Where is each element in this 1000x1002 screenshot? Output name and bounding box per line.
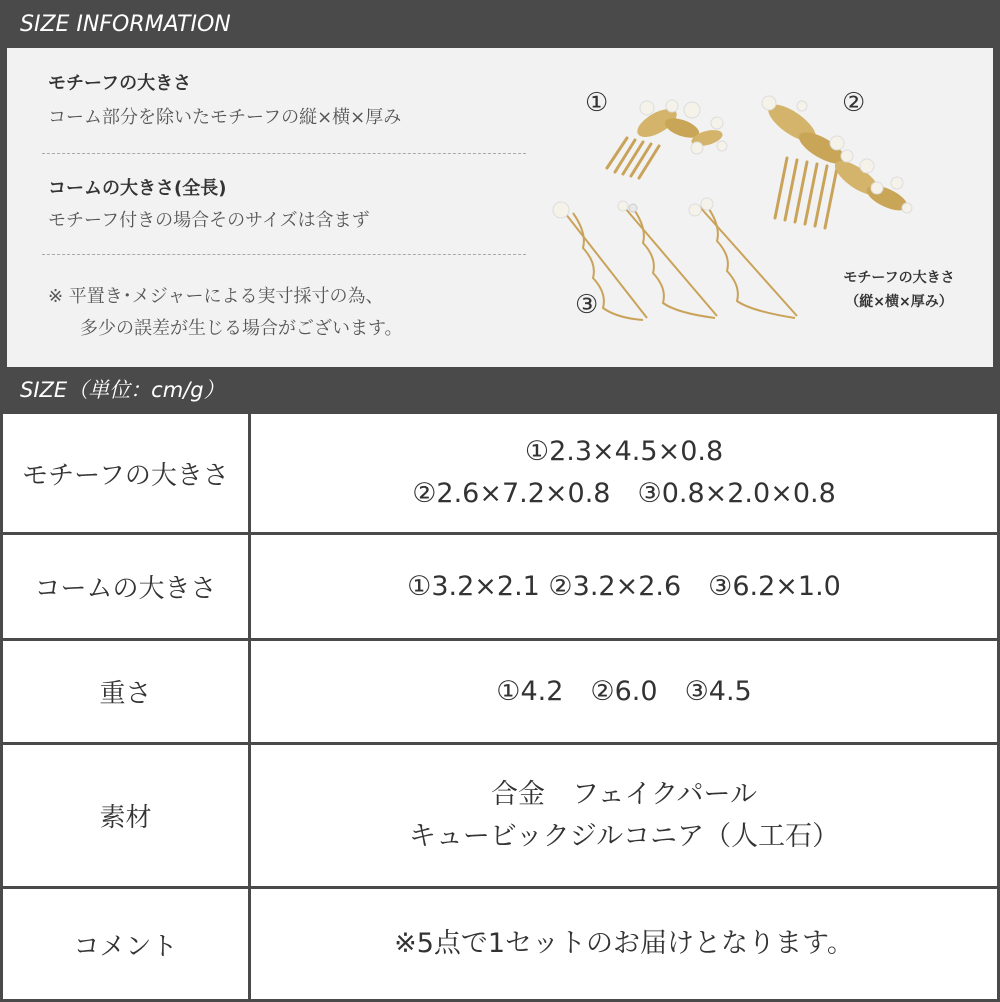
photo-caption [819,266,979,314]
hair-accessory-illustration [547,48,993,367]
value-line: 合金 フェイクパール [491,778,757,810]
row-value-weight [250,640,999,744]
value-line: ②2.6×7.2×0.8 ③0.8×2.0×0.8 [412,478,836,509]
comb-2-image [762,96,912,228]
photo-label-2: ② [842,88,866,118]
value-line: ①3.2×2.1 ②3.2×2.6 ③6.2×1.0 [407,570,841,602]
caption-line-1: モチーフの大きさ [843,270,955,286]
value-line: ①2.3×4.5×0.8 [524,436,724,467]
table-row [2,534,999,640]
row-value-material [250,744,999,888]
size-information-header [0,0,1000,48]
photo-label-1: ① [585,88,609,118]
row-label-material: 素材 [2,744,250,888]
caption-line-2: （縦×横×厚み） [845,294,953,310]
table-row [2,888,999,1001]
row-label-comb-size: コームの大きさ [2,534,250,640]
row-value-comb-size [250,534,999,640]
value-line: ①4.2 ②6.0 ③4.5 [496,675,752,707]
row-label-motif-size: モチーフの大きさ [2,413,250,534]
size-table-title: SIZE（単位：cm/g） [20,378,225,402]
size-table [0,411,1000,1002]
value-line: キュービックジルコニア（人工石） [408,820,840,852]
size-table-header [0,367,1000,411]
value-line: ※5点で1セットのお届けとなります。 [394,928,854,959]
size-information-title: SIZE INFORMATION [20,11,231,37]
hair-pins-image [565,206,797,320]
table-row [2,640,999,744]
row-label-comment: コメント [2,888,250,1001]
measurement-note [48,281,403,345]
row-label-weight: 重さ [2,640,250,744]
divider [42,153,526,154]
comb-size-title: コームの大きさ(全長) [48,178,227,199]
size-info-panel [7,48,993,367]
comb-size-desc: モチーフ付きの場合そのサイズは含まず [48,210,370,231]
divider [42,254,526,255]
row-value-comment [250,888,999,1001]
motif-size-desc: コーム部分を除いたモチーフの縦×横×厚み [48,107,402,128]
note-line-1: ※ 平置き･メジャーによる実寸採寸の為、 [48,286,384,307]
comb-1-image [607,100,727,178]
motif-size-title: モチーフの大きさ [48,73,192,94]
table-row [2,413,999,534]
note-line-2: 多少の誤差が生じる場合がございます。 [80,318,403,339]
row-value-motif-size [250,413,999,534]
photo-label-3: ③ [575,290,599,320]
table-row [2,744,999,888]
product-photo [547,48,993,367]
